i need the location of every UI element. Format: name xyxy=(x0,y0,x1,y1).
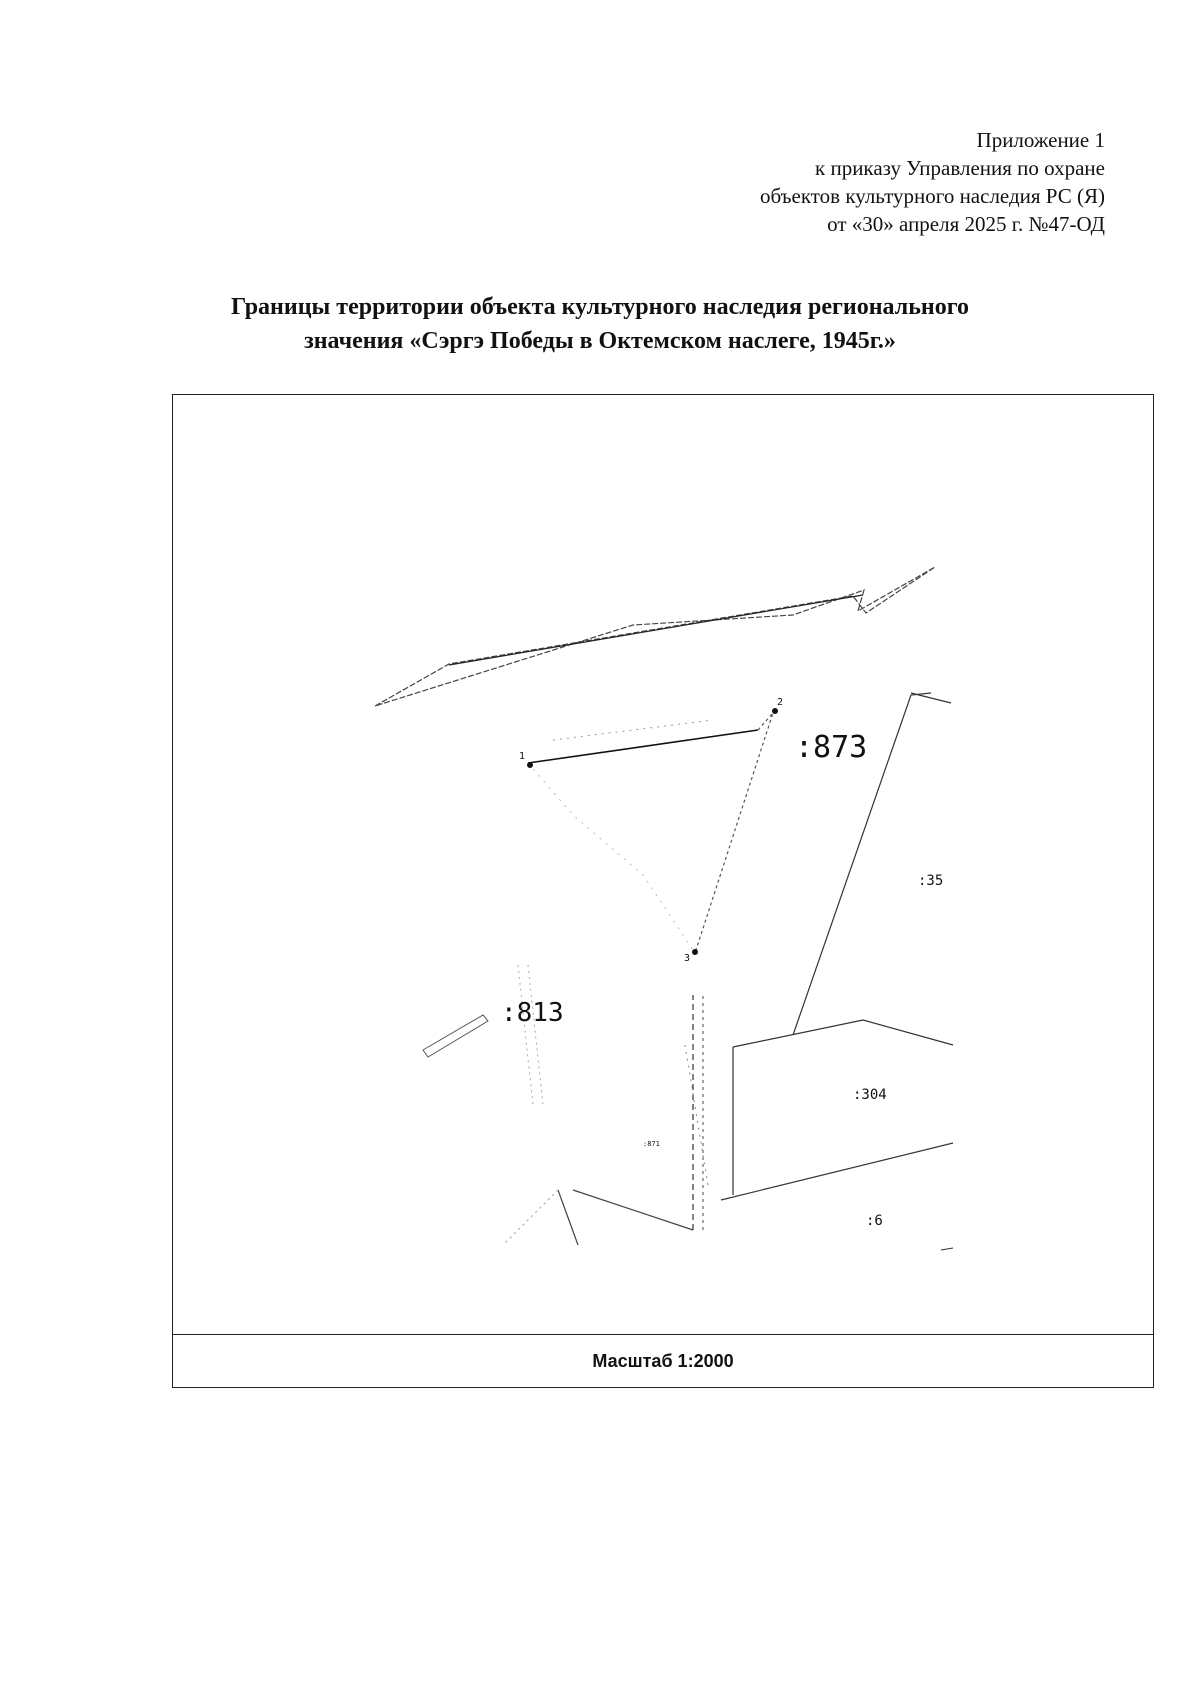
point-label-3: 3 xyxy=(684,953,691,964)
parcel-lines-lower xyxy=(503,995,708,1245)
document-title xyxy=(150,290,1050,358)
scale-row xyxy=(173,1334,1153,1387)
parcel-label-304: :304 xyxy=(853,1087,887,1103)
appendix-line-4: от «30» апреля 2025 г. №47-ОД xyxy=(827,212,1105,236)
boundary-points xyxy=(519,697,783,964)
parcel-label-6: :6 xyxy=(866,1213,883,1229)
point-label-1: 1 xyxy=(519,751,526,762)
parcel-label-871: :871 xyxy=(643,1140,660,1148)
scale-label: Масштаб 1:2000 xyxy=(592,1350,734,1371)
road-strip xyxy=(375,567,935,706)
appendix-line-3: объектов культурного наследия РС (Я) xyxy=(760,184,1105,208)
title-line-1: Границы территории объекта культурного наследия регионального xyxy=(230,294,970,320)
parcel-labels xyxy=(501,730,943,1229)
appendix-header xyxy=(585,126,1105,238)
boundary-point-2 xyxy=(772,708,778,714)
appendix-line-1: Приложение 1 xyxy=(976,128,1105,152)
parcel-label-873: :873 xyxy=(795,730,868,765)
boundary-point-3 xyxy=(692,949,698,955)
object-boundary xyxy=(528,713,773,953)
boundary-point-1 xyxy=(527,762,533,768)
parcel-label-813: :813 xyxy=(501,998,564,1028)
point-label-2: 2 xyxy=(777,697,784,708)
cadastral-map xyxy=(173,395,1152,1336)
map-frame xyxy=(172,394,1154,1388)
title-line-2: значения «Сэргэ Победы в Октемском наслеге, 1945г.» xyxy=(304,328,896,354)
appendix-line-2: к приказу Управления по охране xyxy=(815,156,1105,180)
parcel-lines-304 xyxy=(721,1020,953,1200)
parcel-label-35: :35 xyxy=(918,873,944,889)
